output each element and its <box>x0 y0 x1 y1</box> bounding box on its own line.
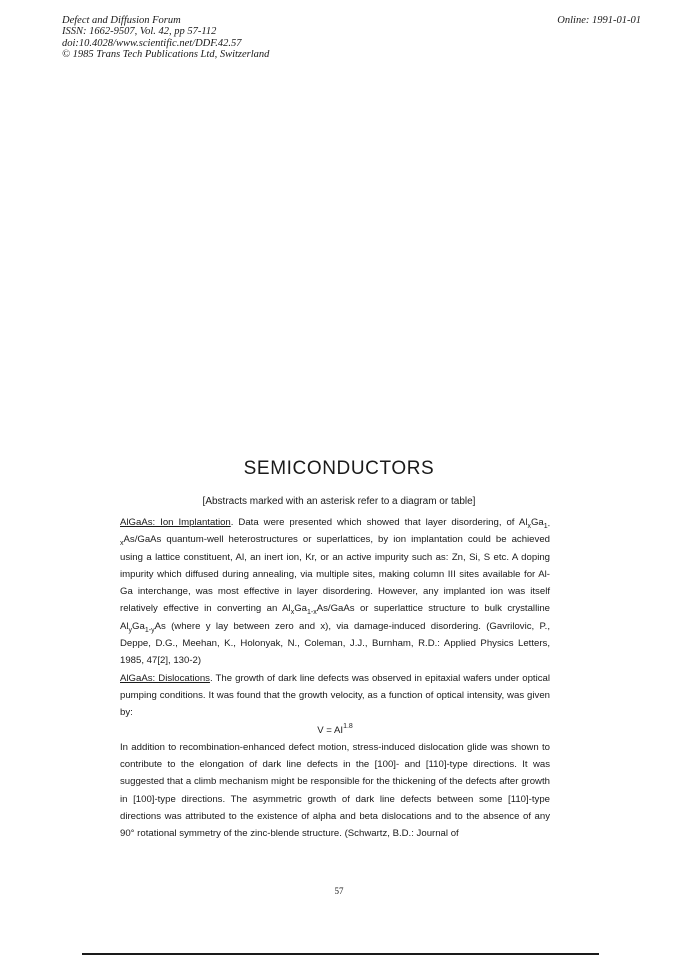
page-title: SEMICONDUCTORS <box>243 458 435 479</box>
abstract-heading: AlGaAs: Dislocations <box>120 672 210 684</box>
subscript: 1-x <box>120 523 550 548</box>
abstract-text: As/GaAs quantum-well heterostructures or superlattices, by ion implantation could be achieved using a lattice constituent, Al, an inert ion, Kr, or an active impurity such as: Zn, Si, S etc. A doping impurity which diffused during annealing, via multiple sites, making column III sites available for Al-Ga interchange, was most effective in layer disordering. However, any implanted ion was itself relatively effective in converting an Al <box>120 534 550 615</box>
subscript: 1-x <box>307 609 317 617</box>
online-date: Online: 1991-01-01 <box>557 15 641 26</box>
abstract-text: Ga <box>294 603 307 615</box>
abstract-text: . The growth of dark line defects was observed in epitaxial wafers under optical pumping conditions. It was found that the growth velocity, as a function of optical intensity, was given by: <box>120 672 550 719</box>
subscript: 1-y <box>144 626 155 634</box>
abstract-text: Ga <box>132 620 145 632</box>
subscript: y <box>128 626 133 634</box>
abstract-dislocations <box>120 670 550 722</box>
abstract-text: Ga <box>530 517 544 528</box>
abstract-continued: In addition to recombination-enhanced defect motion, stress-induced dislocation glide was shown to contribute to the elongation of dark line defects in the [100]- and [110]-type directions. It was suggested that a climb mechanism might be responsible for the thickening of the defects after growth in [100]-type directions. The asymmetric growth of dark line defects between some [110]-type directions was attributed to the existence of alpha and beta dislocations and to the absence of any 90° rotational symmetry of the zinc-blende structure. (Schwartz, B.D.: Journal of <box>120 741 550 840</box>
subscript: x <box>290 609 295 617</box>
journal-name: Defect and Diffusion Forum <box>62 15 181 26</box>
abstract-ion-implantation <box>120 514 550 670</box>
article-body <box>120 514 550 843</box>
bottom-rule <box>82 953 599 955</box>
abstract-text: As/GaAs or superlattice structure to bulk crystalline Al <box>120 603 550 632</box>
page-number: 57 <box>334 886 344 896</box>
subscript: x <box>527 523 531 530</box>
abstract-text: As (where y lay between zero and x), via damage-induced disordering. (Gavrilovic, P., Deppe, D.G., Meehan, K., Holonyak, N., Coleman, J.J., Burnham, R.D.: Applied Physics Letters, 1985, 47[2], 130-2) <box>120 620 550 667</box>
issn-line: ISSN: 1662-9507, Vol. 42, pp 57-112 <box>62 26 217 38</box>
abstract-text: . Data were presented which showed that layer disordering, of Al <box>230 517 528 528</box>
abstract-note: [Abstracts marked with an asterisk refer to a diagram or table] <box>202 496 476 507</box>
equation-exponent: 1.8 <box>343 722 353 730</box>
abstract-heading: AlGaAs: Ion Implantation <box>120 517 231 528</box>
equation-base: V = AI <box>317 724 344 736</box>
copyright-line: © 1985 Trans Tech Publications Ltd, Switzerland <box>62 49 270 61</box>
journal-header <box>62 15 269 61</box>
doi-line: doi:10.4028/www.scientific.net/DDF.42.57 <box>62 37 242 49</box>
equation <box>120 722 550 739</box>
